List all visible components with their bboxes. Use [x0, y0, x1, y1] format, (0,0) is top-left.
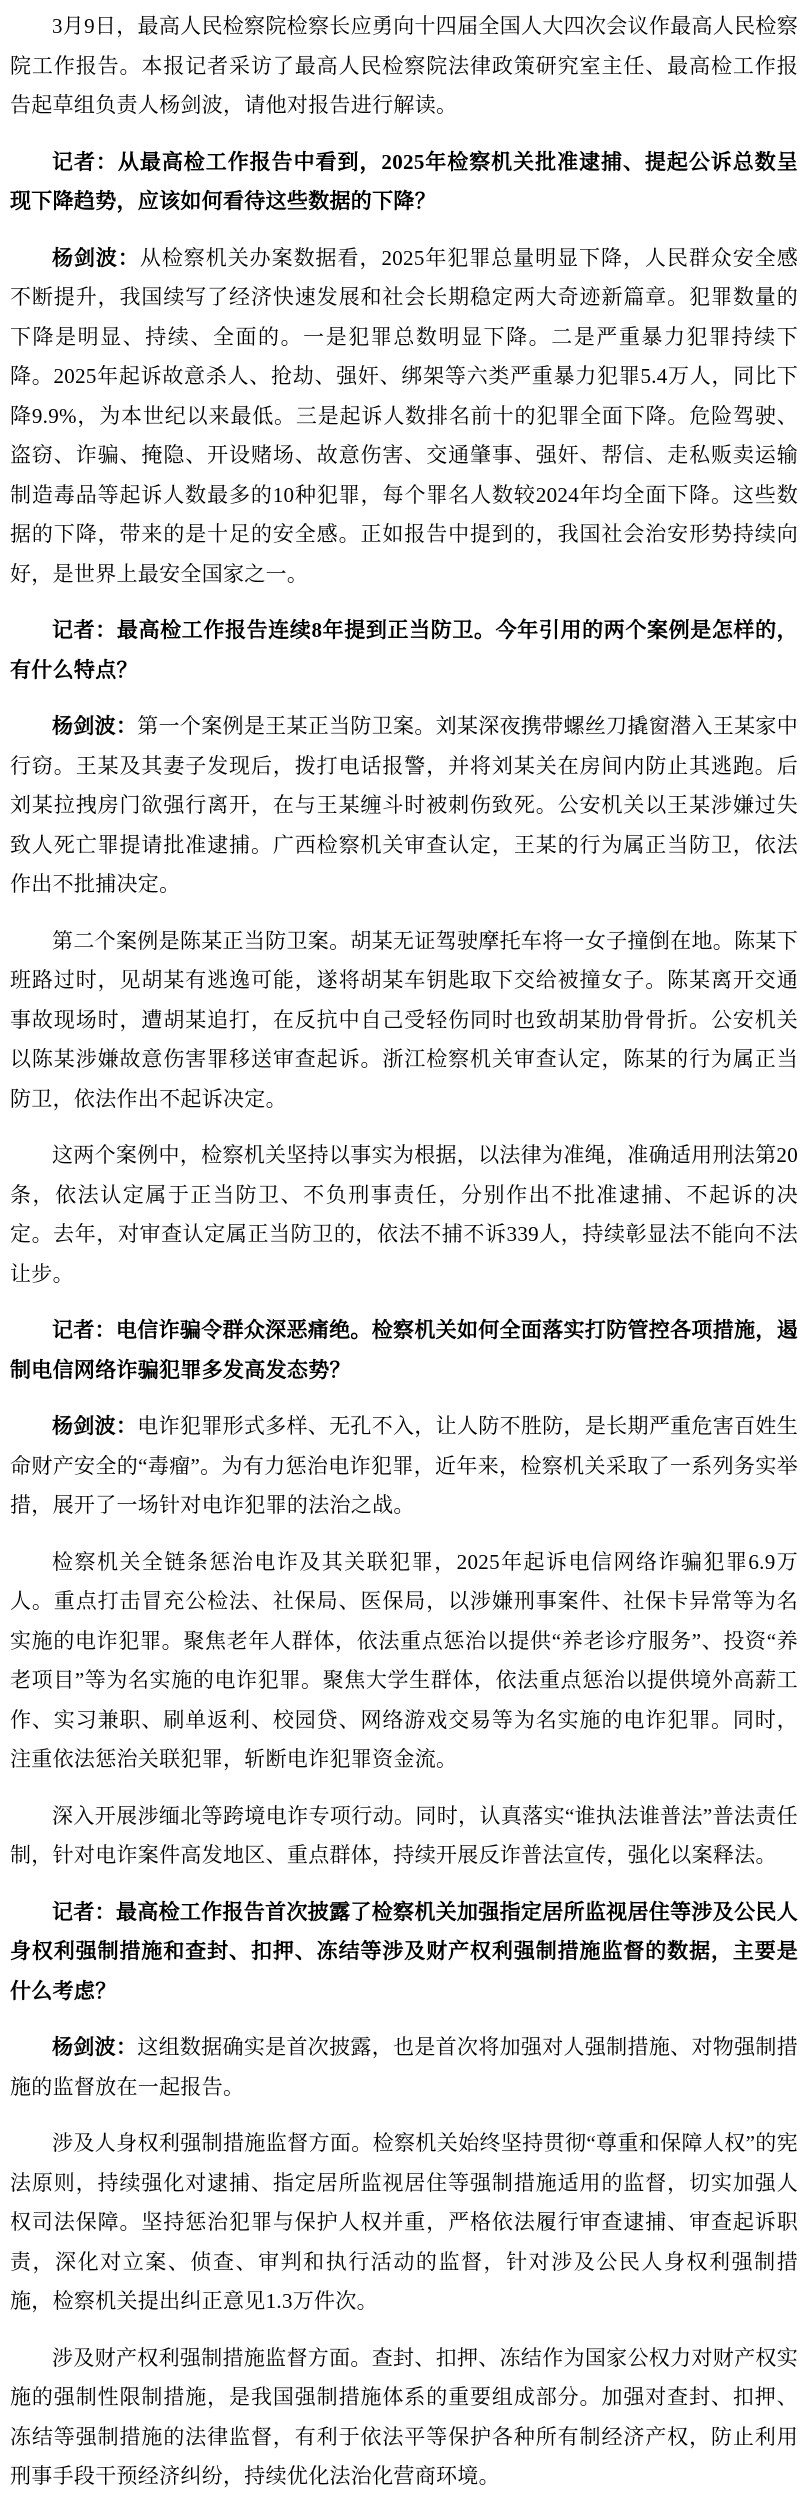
speaker-label: 杨剑波：	[52, 2035, 138, 2059]
text-paragraph: 深入开展涉缅北等跨境电诈专项行动。同时，认真落实“谁执法谁普法”普法责任制，针对电诈案件高发地区、重点群体，持续开展反诈普法宣传，强化以案释法。	[10, 1803, 798, 1867]
text-paragraph: 这两个案例中，检察机关坚持以事实为根据，以法律为准绳，准确适用刑法第20条，依法认定属于正当防卫、不负刑事责任，分别作出不批准逮捕、不起诉的决定。去年，对审查认定属正当防卫的，依法不捕不诉339人，持续彰显法不能向不法让步。	[10, 1143, 798, 1286]
text-paragraph: 涉及财产权利强制措施监督方面。查封、扣押、冻结作为国家公权力对财产权实施的强制性限制措施，是我国强制措施体系的重要组成部分。加强对查封、扣押、冻结等强制措施的法律监督，有利于依法平等保护各种所有制经济产权，防止利用刑事手段干预经济纠纷，持续优化法治化营商环境。	[10, 2345, 798, 2488]
speaker-label: 杨剑波：	[52, 714, 138, 738]
speaker-label: 杨剑波：	[52, 1414, 138, 1438]
text-paragraph: 检察机关全链条惩治电诈及其关联犯罪，2025年起诉电信网络诈骗犯罪6.9万人。重点打击冒充公检法、社保局、医保局，以涉嫌刑事案件、社保卡异常等为名实施的电诈犯罪。聚焦老年人群体，依法重点惩治以提供“养老诊疗服务”、投资“养老项目”等为名实施的电诈犯罪。聚焦大学生群体，依法重点惩治以提供境外高薪工作、实习兼职、刷单返利、校园贷、网络游戏交易等为名实施的电诈犯罪。同时，注重依法惩治关联犯罪，斩断电诈犯罪资金流。	[10, 1549, 798, 1771]
answer-paragraph: 杨剑波：第一个案例是王某正当防卫案。刘某深夜携带螺丝刀撬窗潜入王某家中行窃。王某及其妻子发现后，拨打电话报警，并将刘某关在房间内防止其逃跑。后刘某拉拽房门欲强行离开，在与王某缠斗时被刺伤致死。公安机关以王某涉嫌过失致人死亡罪提请批准逮捕。广西检察机关审查认定，王某的行为属正当防卫，依法作出不批捕决定。	[10, 714, 799, 896]
answer-paragraph: 杨剑波：这组数据确实是首次披露，也是首次将加强对人强制措施、对物强制措施的监督放在一起报告。	[10, 2035, 799, 2099]
intro-paragraph: 3月9日，最高人民检察院检察长应勇向十四届全国人大四次会议作最高人民检察院工作报告。本报记者采访了最高人民检察院法律政策研究室主任、最高检工作报告起草组负责人杨剑波，请他对报告进行解读。	[10, 14, 798, 117]
answer-paragraph: 杨剑波：从检察机关办案数据看，2025年犯罪总量明显下降，人民群众安全感不断提升，我国续写了经济快速发展和社会长期稳定两大奇迹新篇章。犯罪数量的下降是明显、持续、全面的。一是犯罪总数明显下降。二是严重暴力犯罪持续下降。2025年起诉故意杀人、抢劫、强奸、绑架等六类严重暴力犯罪5.4万人，同比下降9.9%，为本世纪以来最低。三是起诉人数排名前十的犯罪全面下降。危险驾驶、盗窃、诈骗、掩隐、开设赌场、故意伤害、交通肇事、强奸、帮信、走私贩卖运输制造毒品等起诉人数最多的10种犯罪，每个罪名人数较2024年均全面下降。这些数据的下降，带来的是十足的安全感。正如报告中提到的，我国社会治安形势持续向好，是世界上最安全国家之一。	[10, 245, 798, 586]
question-paragraph: 记者：最高检工作报告连续8年提到正当防卫。今年引用的两个案例是怎样的，有什么特点？	[10, 618, 798, 682]
speaker-label: 记者：	[52, 1899, 116, 1924]
speaker-label: 记者：	[52, 618, 117, 642]
question-paragraph: 记者：最高检工作报告首次披露了检察机关加强指定居所监视居住等涉及公民人身权利强制措施和查封、扣押、冻结等涉及财产权利强制措施监督的数据，主要是什么考虑？	[10, 1899, 798, 2003]
speaker-label: 杨剑波：	[52, 245, 140, 270]
question-paragraph: 记者：电信诈骗令群众深恶痛绝。检察机关如何全面落实打防管控各项措施，遏制电信网络诈骗犯罪多发高发态势？	[10, 1318, 798, 1382]
question-paragraph: 记者：从最高检工作报告中看到，2025年检察机关批准逮捕、提起公诉总数呈现下降趋势，应该如何看待这些数据的下降？	[10, 149, 798, 213]
speaker-label: 记者：	[52, 149, 118, 174]
speaker-label: 记者：	[52, 1318, 116, 1342]
text-paragraph: 第二个案例是陈某正当防卫案。胡某无证驾驶摩托车将一女子撞倒在地。陈某下班路过时，见胡某有逃逸可能，遂将胡某车钥匙取下交给被撞女子。陈某离开交通事故现场时，遭胡某追打，在反抗中自己受轻伤同时也致胡某肋骨骨折。公安机关以陈某涉嫌故意伤害罪移送审查起诉。浙江检察机关审查认定，陈某的行为属正当防卫，依法作出不起诉决定。	[10, 928, 798, 1111]
text-paragraph: 涉及人身权利强制措施监督方面。检察机关始终坚持贯彻“尊重和保障人权”的宪法原则，持续强化对逮捕、指定居所监视居住等强制措施适用的监督，切实加强人权司法保障。坚持惩治犯罪与保护人权并重，严格依法履行审查逮捕、审查起诉职责，深化对立案、侦查、审判和执行活动的监督，针对涉及公民人身权利强制措施，检察机关提出纠正意见1.3万件次。	[10, 2131, 798, 2313]
answer-paragraph: 杨剑波：电诈犯罪形式多样、无孔不入，让人防不胜防，是长期严重危害百姓生命财产安全的“毒瘤”。为有力惩治电诈犯罪，近年来，检察机关采取了一系列务实举措，展开了一场针对电诈犯罪的法治之战。	[10, 1414, 799, 1517]
